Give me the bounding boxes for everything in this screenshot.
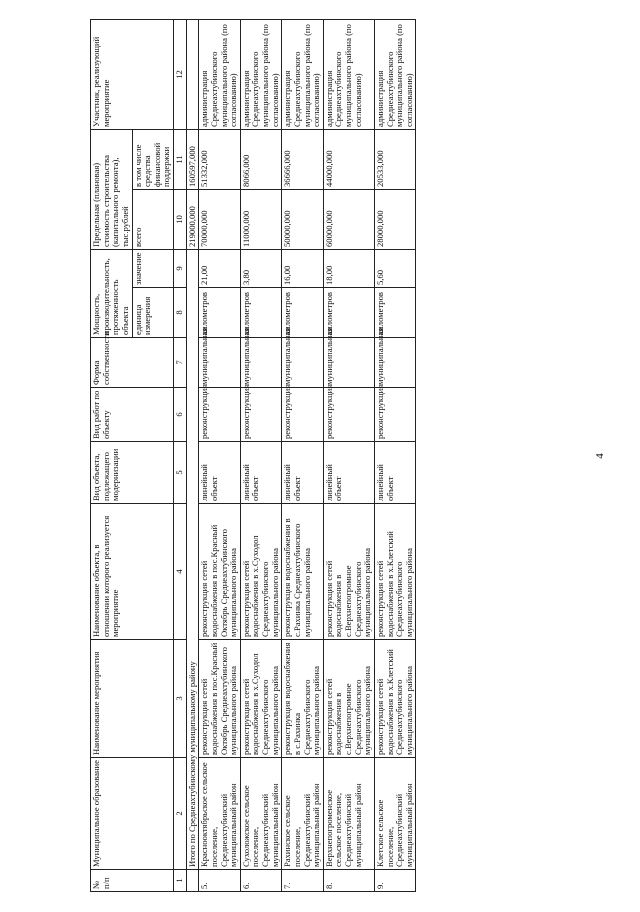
total-label: Итого по Среднеахтубинскому муниципальному району bbox=[186, 249, 199, 869]
header-total: всего bbox=[132, 189, 174, 249]
col-number: 11 bbox=[174, 129, 187, 189]
row-num: 7. bbox=[282, 870, 324, 892]
row-value: 16,00 bbox=[282, 249, 324, 287]
row-participant: администрация Среднеахтубинского муниципального района (по согласованию) bbox=[199, 19, 241, 129]
row-object-type: линейный объект bbox=[199, 442, 241, 504]
row-object-type: линейный объект bbox=[240, 442, 282, 504]
row-object: реконструкция сетей водоснабжения в пос.Красный Октябрь Среднеахтубинского муниципального района bbox=[199, 504, 241, 640]
col-number: 9 bbox=[174, 249, 187, 287]
row-total: 70000,000 bbox=[199, 189, 241, 249]
header-participant: Участник, реализующий мероприятие bbox=[91, 19, 174, 129]
row-total: 28000,000 bbox=[374, 189, 416, 249]
row-municipality: Краснооктябрьское сельское поселение, Среднеахтубинский муниципальный район bbox=[199, 758, 241, 870]
col-number: 2 bbox=[174, 758, 187, 870]
row-num: 5. bbox=[199, 870, 241, 892]
row-total: 11000,000 bbox=[240, 189, 282, 249]
row-work-type: реконструкция bbox=[282, 388, 324, 442]
row-activity: реконструкция сетей водоснабжения в х.Клетский Среднеахтубинского муниципального района bbox=[374, 640, 416, 758]
table-row bbox=[323, 19, 374, 891]
row-total: 60000,000 bbox=[323, 189, 374, 249]
row-work-type: реконструкция bbox=[199, 388, 241, 442]
row-value: 18,00 bbox=[323, 249, 374, 287]
col-number: 1 bbox=[174, 870, 187, 892]
row-participant: администрация Среднеахтубинского муниципального района (по согласованию) bbox=[282, 19, 324, 129]
col-number: 10 bbox=[174, 189, 187, 249]
row-work-type: реконструкция bbox=[323, 388, 374, 442]
header-capacity: Мощность, производительность, протяженность объекта bbox=[91, 249, 133, 337]
total-support: 160597,000 bbox=[186, 129, 199, 189]
row-support: 20533,000 bbox=[374, 129, 416, 189]
row-total: 50000,000 bbox=[282, 189, 324, 249]
header-ownership: Форма собственности bbox=[91, 338, 174, 388]
row-ownership: муниципальная bbox=[282, 338, 324, 388]
row-support: 36666,000 bbox=[282, 129, 324, 189]
total-row bbox=[186, 19, 199, 891]
investment-table bbox=[90, 19, 416, 892]
row-object: реконструкция водоснабжения в с.Рахинка Среднеахтубинского муниципального района bbox=[282, 504, 324, 640]
row-activity: реконструкция сетей водоснабжения в с.Верхнепогромное Среднеахтубинского муниципального района bbox=[323, 640, 374, 758]
header-activity: Наименование мероприятия bbox=[91, 640, 174, 758]
table-row bbox=[374, 19, 416, 891]
row-activity: реконструкция водоснабжения в с.Рахинка Среднеахтубинского муниципального района bbox=[282, 640, 324, 758]
row-municipality: Сухоложское сельское поселение, Среднеахтубинский муниципальный район bbox=[240, 758, 282, 870]
col-number: 4 bbox=[174, 504, 187, 640]
row-municipality: Рахинское сельское поселение, Среднеахтубинский муниципальный район bbox=[282, 758, 324, 870]
col-number: 7 bbox=[174, 338, 187, 388]
row-object: реконструкция сетей водоснабжения в х.Суходол Среднеахтубинского муниципального района bbox=[240, 504, 282, 640]
header-unit: единица измерения bbox=[132, 288, 174, 338]
row-num: 8. bbox=[323, 870, 374, 892]
row-ownership: муниципальная bbox=[323, 338, 374, 388]
row-activity: реконструкция сетей водоснабжения в х.Суходол Среднеахтубинского муниципального района bbox=[240, 640, 282, 758]
col-number: 3 bbox=[174, 640, 187, 758]
table-row bbox=[199, 19, 241, 891]
header-object-type: Вид объекта, подлежащего модернизации bbox=[91, 442, 174, 504]
row-unit: километров bbox=[282, 288, 324, 338]
row-object-type: линейный объект bbox=[323, 442, 374, 504]
header-support: в том числе средства финансовой поддержки bbox=[132, 129, 174, 189]
header-object: Наименование объекта, в отношении которого реализуется мероприятие bbox=[91, 504, 174, 640]
row-work-type: реконструкция bbox=[240, 388, 282, 442]
row-object: реконструкция сетей водоснабжения в с.Верхнепогромное Среднеахтубинского муниципального района bbox=[323, 504, 374, 640]
row-unit: километров bbox=[199, 288, 241, 338]
row-object-type: линейный объект bbox=[282, 442, 324, 504]
row-activity: реконструкция сетей водоснабжения в пос.Красный Октябрь Среднеахтубинского муниципального района bbox=[199, 640, 241, 758]
row-ownership: муниципальная bbox=[199, 338, 241, 388]
total-cost: 219000,000 bbox=[186, 189, 199, 249]
col-number: 6 bbox=[174, 388, 187, 442]
row-value: 5,60 bbox=[374, 249, 416, 287]
col-number: 8 bbox=[174, 288, 187, 338]
col-number: 5 bbox=[174, 442, 187, 504]
row-work-type: реконструкция bbox=[374, 388, 416, 442]
header-cost: Предельная (плановая) стоимость строительства (капитального ремонта), тыс.рублей bbox=[91, 129, 133, 249]
row-object: реконструкция сетей водоснабжения в х.Клетский Среднеахтубинского муниципального района bbox=[374, 504, 416, 640]
header-work-type: Вид работ по объекту bbox=[91, 388, 174, 442]
page-number: 4 bbox=[594, 453, 606, 459]
row-object-type: линейный объект bbox=[374, 442, 416, 504]
row-participant: администрация Среднеахтубинского муниципального района (по согласованию) bbox=[323, 19, 374, 129]
row-unit: километров bbox=[374, 288, 416, 338]
row-support: 51332,000 bbox=[199, 129, 241, 189]
row-num: 6. bbox=[240, 870, 282, 892]
header-municipality: Муниципальное образование bbox=[91, 758, 174, 870]
header-value: значение bbox=[132, 249, 174, 287]
header-num: № п/п bbox=[91, 870, 174, 892]
row-support: 8066,000 bbox=[240, 129, 282, 189]
row-municipality: Клетское сельское поселение, Среднеахтубинский муниципальный район bbox=[374, 758, 416, 870]
table-row bbox=[282, 19, 324, 891]
row-num: 9. bbox=[374, 870, 416, 892]
row-participant: администрация Среднеахтубинского муниципального района (по согласованию) bbox=[240, 19, 282, 129]
row-value: 21,00 bbox=[199, 249, 241, 287]
col-number: 12 bbox=[174, 19, 187, 129]
row-unit: километров bbox=[240, 288, 282, 338]
row-support: 44000,000 bbox=[323, 129, 374, 189]
table-row bbox=[240, 19, 282, 891]
row-municipality: Верхнепогроменское сельское поселение, Среднеахтубинский муниципальный район bbox=[323, 758, 374, 870]
row-unit: километров bbox=[323, 288, 374, 338]
row-participant: администрация Среднеахтубинского муниципального района (по согласованию) bbox=[374, 19, 416, 129]
row-value: 3,80 bbox=[240, 249, 282, 287]
row-ownership: муниципальная bbox=[374, 338, 416, 388]
row-ownership: муниципальная bbox=[240, 338, 282, 388]
